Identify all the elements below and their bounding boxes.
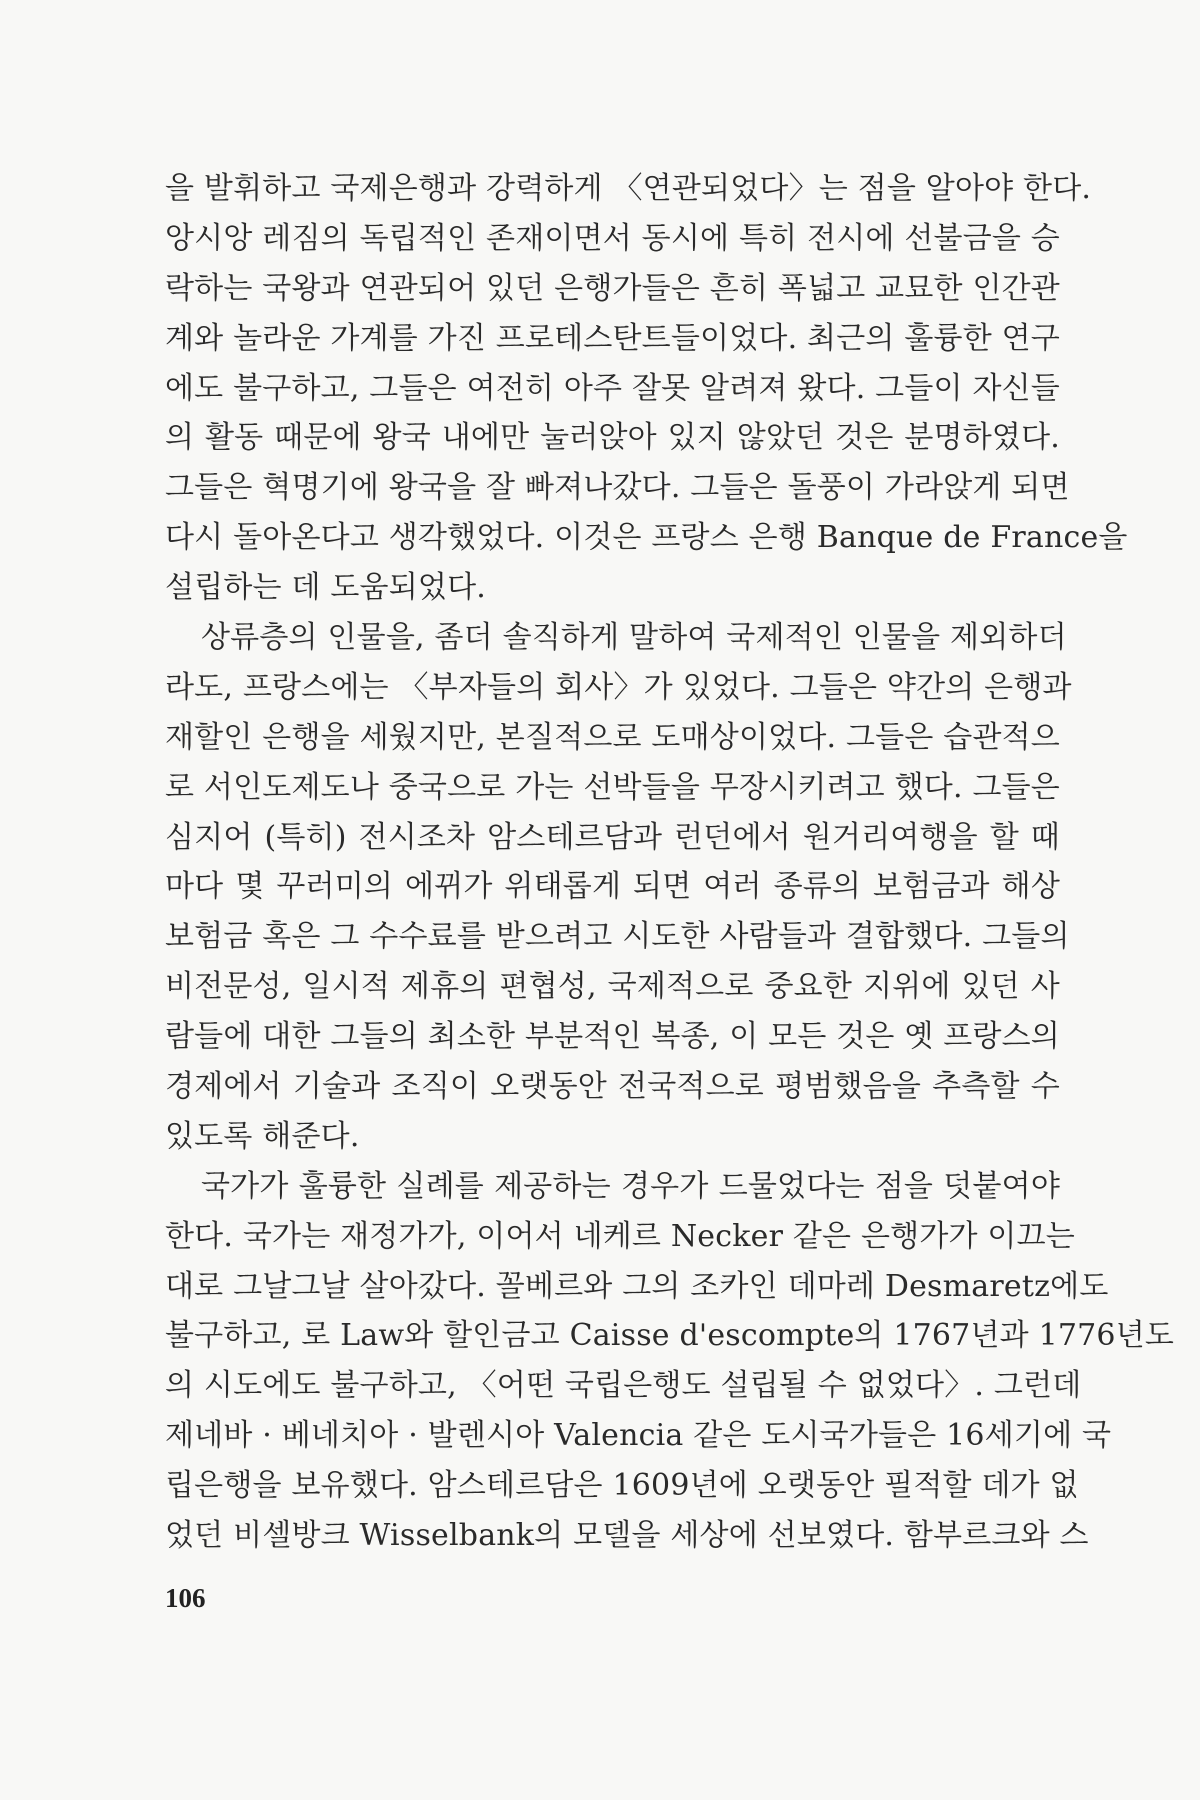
text-line: 람들에 대한 그들의 최소한 부분적인 복종, 이 모든 것은 옛 프랑스의 <box>165 1019 1060 1055</box>
paragraph <box>165 613 1072 1162</box>
paragraph <box>165 164 1128 613</box>
text-line: 의 활동 때문에 왕국 내에만 눌러앉아 있지 않았던 것은 분명하였다. <box>165 420 1060 456</box>
text-line: 재할인 은행을 세웠지만, 본질적으로 도매상이었다. 그들은 습관적으 <box>165 719 1060 755</box>
text-line: 국가가 훌륭한 실례를 제공하는 경우가 드물었다는 점을 덧붙여야 <box>201 1168 1060 1204</box>
paragraph <box>165 1162 1175 1561</box>
text-line: 었던 비셀방크 Wisselbank의 모델을 세상에 선보였다. 함부르크와 스 <box>165 1518 1089 1554</box>
text-line: 설립하는 데 도움되었다. <box>165 570 487 606</box>
text-line: 한다. 국가는 재정가가, 이어서 네케르 Necker 같은 은행가가 이끄는 <box>165 1218 1075 1254</box>
text-line: 앙시앙 레짐의 독립적인 존재이면서 동시에 특히 전시에 선불금을 승 <box>165 220 1060 256</box>
text-line: 락하는 국왕과 연관되어 있던 은행가들은 흔히 폭넓고 교묘한 인간관 <box>165 270 1060 306</box>
text-line: 심지어 (특히) 전시조차 암스테르담과 런던에서 원거리여행을 할 때 <box>165 819 1060 855</box>
text-line: 라도, 프랑스에는 〈부자들의 회사〉가 있었다. 그들은 약간의 은행과 <box>165 669 1072 705</box>
text-line: 보험금 혹은 그 수수료를 받으려고 시도한 사람들과 결합했다. 그들의 <box>165 919 1070 955</box>
text-line: 대로 그날그날 살아갔다. 꼴베르와 그의 조카인 데마레 Desmaretz에도 <box>165 1268 1109 1304</box>
text-line: 로 서인도제도나 중국으로 가는 선박들을 무장시키려고 했다. 그들은 <box>165 769 1060 805</box>
text-line: 경제에서 기술과 조직이 오랫동안 전국적으로 평범했음을 추측할 수 <box>165 1069 1060 1105</box>
text-line: 계와 놀라운 가계를 가진 프로테스탄트들이었다. 최근의 훌륭한 연구 <box>165 320 1060 356</box>
text-line: 에도 불구하고, 그들은 여전히 아주 잘못 알려져 왔다. 그들이 자신들 <box>165 370 1060 406</box>
text-line: 마다 몇 꾸러미의 에뀌가 위태롭게 되면 여러 종류의 보험금과 해상 <box>165 869 1060 905</box>
text-line: 제네바 · 베네치아 · 발렌시아 Valencia 같은 도시국가들은 16세기에 국 <box>165 1418 1112 1454</box>
text-line: 불구하고, 로 Law와 할인금고 Caisse d'escompte의 1767년과 1776년도 <box>165 1318 1175 1354</box>
text-line: 다시 돌아온다고 생각했었다. 이것은 프랑스 은행 Banque de France을 <box>165 520 1128 556</box>
text-line: 비전문성, 일시적 제휴의 편협성, 국제적으로 중요한 지위에 있던 사 <box>165 969 1060 1005</box>
text-line: 의 시도에도 불구하고, 〈어떤 국립은행도 설립될 수 없었다〉. 그런데 <box>165 1368 1082 1404</box>
body-text <box>165 164 1175 1561</box>
text-line: 을 발휘하고 국제은행과 강력하게 〈연관되었다〉는 점을 알아야 한다. <box>165 171 1092 206</box>
text-line: 있도록 해준다. <box>165 1118 360 1154</box>
text-line: 립은행을 보유했다. 암스테르담은 1609년에 오랫동안 필적할 데가 없 <box>165 1468 1079 1504</box>
page-number: 106 <box>165 1583 206 1613</box>
text-line: 그들은 혁명기에 왕국을 잘 빠져나갔다. 그들은 돌풍이 가라앉게 되면 <box>165 470 1070 506</box>
text-line: 상류층의 인물을, 좀더 솔직하게 말하여 국제적인 인물을 제외하더 <box>201 620 1067 656</box>
